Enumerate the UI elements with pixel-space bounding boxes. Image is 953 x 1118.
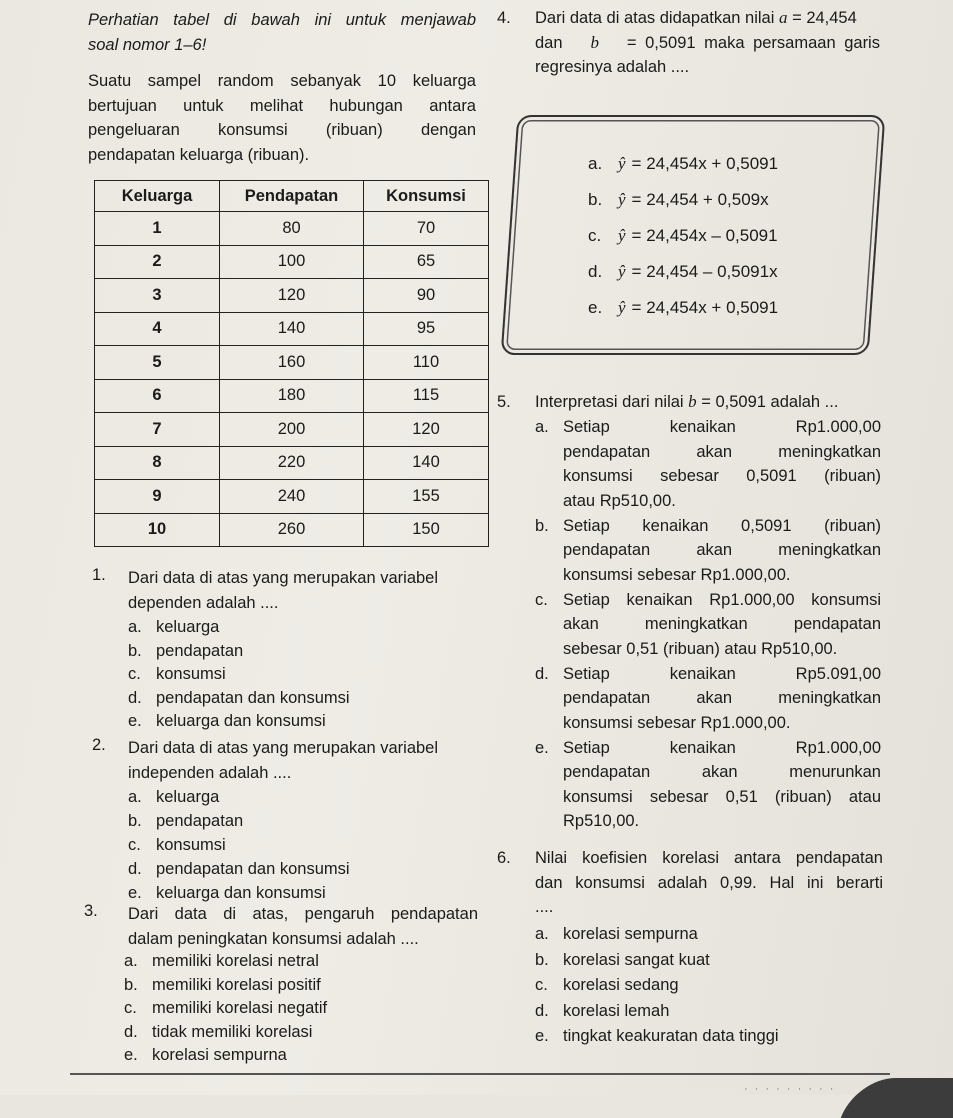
option-text: korelasi sempurna [563,925,698,943]
option-text: tidak memiliki korelasi [152,1022,313,1041]
option-text-line: Setiap kenaikan 0,5091 (ribuan) [563,516,881,535]
answer-option[interactable] [124,973,321,998]
option-letter: e. [588,298,603,317]
option-text: keluarga dan konsumsi [156,884,326,902]
option-text-line: Rp510,00. [563,812,640,830]
option-letter: e. [535,738,549,757]
question-number: 2. [92,736,106,754]
data-table [94,180,489,547]
para-line: pendapatan keluarga (ribuan). [88,145,310,164]
question-stem-line: .... [535,898,554,916]
q4-line2-rest: = 0,5091 maka persamaan garis [626,33,880,52]
answer-option[interactable] [588,188,769,212]
answer-option[interactable] [535,1024,779,1049]
table-row [95,513,489,547]
var-a: a [779,8,788,27]
answer-option[interactable] [128,709,326,734]
option-equation: = 24,454 + 0,509x [631,190,769,209]
answer-option[interactable] [535,922,698,947]
answer-option[interactable] [128,833,226,858]
option-letter: a. [535,418,549,436]
table-row [95,379,489,413]
option-text: memiliki korelasi positif [152,975,321,994]
q5-stem-pre: Interpretasi dari nilai [535,393,684,411]
y-hat-symbol: ŷ [618,226,626,245]
option-letter: d. [124,1022,138,1041]
cell-pendapatan: 120 [220,279,364,313]
intro-instruction [88,8,476,57]
option-text: korelasi sedang [563,976,679,994]
option-letter: d. [535,664,549,683]
question-stem-line: dan konsumsi adalah 0,99. Hal ini berarti [535,873,883,892]
option-equation: = 24,454x – 0,5091 [631,226,778,245]
cell-pendapatan: 240 [220,480,364,514]
answer-option[interactable] [535,999,669,1024]
cell-keluarga: 4 [95,312,220,346]
option-text-line: Setiap kenaikan Rp5.091,00 [563,664,881,683]
answer-option[interactable] [124,1043,287,1068]
option-text-line: pendapatan akan meningkatkan [563,442,881,461]
option-text-line: pendapatan akan menurunkan [563,763,881,781]
y-hat-symbol: ŷ [618,154,626,173]
table-row [95,279,489,313]
answer-option[interactable] [588,224,778,248]
option-text-line: pendapatan akan meningkatkan [563,541,881,559]
option-equation: = 24,454x + 0,5091 [631,298,779,317]
answer-option[interactable] [128,615,219,640]
option-letter: b. [128,641,142,660]
intro-line: soal nomor 1–6! [88,35,207,54]
option-letter: e. [128,712,142,730]
table-body [95,212,489,547]
q5-stem [535,390,880,415]
option-text-line: konsumsi sebesar Rp1.000,00. [563,565,791,584]
var-b: b [590,32,599,52]
table-row [95,413,489,447]
q4-line-1 [535,6,880,31]
intro-paragraph [88,69,476,167]
question-stem-line: independen adalah .... [128,763,292,782]
option-letter: c. [124,999,137,1017]
option-letter: a. [128,788,142,806]
cell-pendapatan: 200 [220,413,364,447]
option-equation: = 24,454 – 0,5091x [631,262,778,281]
cell-keluarga: 9 [95,480,220,514]
cell-keluarga: 2 [95,245,220,279]
option-text: pendapatan [156,812,244,830]
para-line: pengeluaran konsumsi (ribuan) dengan [88,121,476,139]
header-pendapatan: Pendapatan [220,181,364,212]
option-letter: d. [588,262,603,281]
cell-keluarga: 1 [95,212,220,246]
answer-option[interactable] [588,152,778,176]
y-hat-symbol: ŷ [618,298,626,317]
answer-option[interactable] [128,809,243,834]
answer-option[interactable] [588,260,778,284]
header-konsumsi: Konsumsi [364,181,489,212]
option-text: pendapatan dan konsumsi [156,688,350,707]
option-text: keluarga [156,618,220,636]
q4-line2-dan: dan [535,33,563,52]
option-letter: d. [535,1001,549,1020]
cell-konsumsi: 65 [364,245,489,279]
cell-konsumsi: 150 [364,513,489,547]
table-row [95,446,489,480]
table-row [95,346,489,380]
option-text-line: Setiap kenaikan Rp1.000,00 [563,738,881,757]
question-stem-line: Nilai koefisien korelasi antara pendapatan [535,849,883,867]
option-text: memiliki korelasi netral [152,952,319,970]
answer-option[interactable] [535,973,679,998]
y-hat-symbol: ŷ [618,262,626,281]
cell-konsumsi: 120 [364,413,489,447]
option-letter: a. [124,952,138,970]
y-hat-symbol: ŷ [618,190,626,209]
question-number: 3. [84,902,98,920]
para-line: Suatu sampel random sebanyak 10 keluarga [88,72,476,90]
cell-konsumsi: 70 [364,212,489,246]
option-letter: e. [124,1046,138,1064]
q4-line-3: regresinya adalah .... [535,58,690,76]
table-row [95,212,489,246]
answer-option[interactable] [124,949,319,974]
cell-pendapatan: 100 [220,245,364,279]
option-text-line: pendapatan akan meningkatkan [563,689,881,707]
option-text: keluarga [156,788,220,806]
option-letter: b. [535,950,549,969]
option-letter: c. [588,226,602,245]
answer-option[interactable] [535,948,710,973]
option-letter: b. [588,190,603,209]
option-text: korelasi lemah [563,1001,670,1020]
table-row [95,245,489,279]
cell-konsumsi: 90 [364,279,489,313]
cell-konsumsi: 110 [364,346,489,380]
page-footer-marks: · · · · · · · · · [744,1083,836,1095]
option-letter: c. [128,836,141,854]
option-text-line: konsumsi sebesar Rp1.000,00. [563,713,791,732]
cell-keluarga: 10 [95,513,220,547]
option-text-line: sebesar 0,51 (ribuan) atau Rp510,00. [563,639,838,658]
option-text-line: akan meningkatkan pendapatan [563,615,881,633]
cell-pendapatan: 140 [220,312,364,346]
cell-keluarga: 8 [95,446,220,480]
option-text-line: Setiap kenaikan Rp1.000,00 [563,418,881,436]
option-letter: a. [128,618,142,636]
cell-keluarga: 3 [95,279,220,313]
option-letter: c. [128,665,141,683]
cell-konsumsi: 140 [364,446,489,480]
question-number: 4. [497,9,511,27]
cell-keluarga: 7 [95,413,220,447]
answer-option[interactable] [588,296,778,320]
option-text: korelasi sangat kuat [563,950,710,969]
cell-pendapatan: 160 [220,346,364,380]
option-text: korelasi sempurna [152,1046,287,1064]
option-text: pendapatan [156,641,244,660]
option-letter: a. [535,925,549,943]
option-letter: d. [128,860,142,878]
cell-keluarga: 5 [95,346,220,380]
header-keluarga: Keluarga [95,181,220,212]
table-header-row [95,181,489,212]
answer-option[interactable] [128,785,219,810]
option-letter: b. [535,516,549,535]
q5-stem-post: = 0,5091 adalah ... [701,393,839,411]
question-stem-line: Dari data di atas, pengaruh pendapatan [128,905,478,923]
answer-option[interactable] [128,857,350,882]
option-letter: a. [588,154,603,173]
cell-konsumsi: 155 [364,480,489,514]
question-number: 6. [497,849,511,867]
option-text: pendapatan dan konsumsi [156,860,350,878]
question-stem-line: Dari data di atas yang merupakan variabel [128,739,439,757]
cell-pendapatan: 220 [220,446,364,480]
option-letter: c. [535,976,548,994]
option-text: konsumsi [156,665,226,683]
question-number: 5. [497,393,511,411]
answer-option[interactable] [124,1020,312,1045]
option-equation: = 24,454x + 0,5091 [631,154,779,173]
question-number: 1. [92,566,106,584]
cell-keluarga: 6 [95,379,220,413]
var-b: b [688,392,697,411]
question-stem-line: dalam peningkatan konsumsi adalah .... [128,929,419,948]
option-text-line: atau Rp510,00. [563,491,676,510]
option-text-line: konsumsi sebesar 0,51 (ribuan) atau [563,787,881,806]
cell-pendapatan: 260 [220,513,364,547]
intro-line: Perhatian tabel di bawah ini untuk menjawab [88,11,476,29]
cell-pendapatan: 180 [220,379,364,413]
q4-a-value: = 24,454 [792,9,857,27]
option-text-line: konsumsi sebesar 0,5091 (ribuan) [563,467,881,485]
q4-line-2 [535,31,880,56]
question-stem-line: dependen adalah .... [128,594,279,612]
option-letter: c. [535,590,548,609]
option-text: tingkat keakuratan data tinggi [563,1027,779,1045]
option-text: konsumsi [156,836,226,854]
q4-line1-text: Dari data di atas didapatkan nilai [535,9,775,27]
option-letter: d. [128,688,142,707]
option-letter: e. [535,1027,549,1045]
question-stem-line: Dari data di atas yang merupakan variabel [128,569,439,587]
table-row [95,480,489,514]
answer-option[interactable] [128,639,243,664]
option-text: memiliki korelasi negatif [152,999,328,1017]
cell-konsumsi: 95 [364,312,489,346]
table-row [95,312,489,346]
cell-pendapatan: 80 [220,212,364,246]
option-text: keluarga dan konsumsi [156,712,326,730]
page-bottom-rule [70,1073,890,1075]
answer-option[interactable] [128,662,226,687]
cell-konsumsi: 115 [364,379,489,413]
option-letter: e. [128,884,142,902]
option-letter: b. [128,812,142,830]
para-line: bertujuan untuk melihat hubungan antara [88,96,476,115]
option-letter: b. [124,975,138,994]
option-text-line: Setiap kenaikan Rp1.000,00 konsumsi [563,590,881,609]
answer-option[interactable] [124,996,327,1021]
answer-option[interactable] [128,686,350,711]
